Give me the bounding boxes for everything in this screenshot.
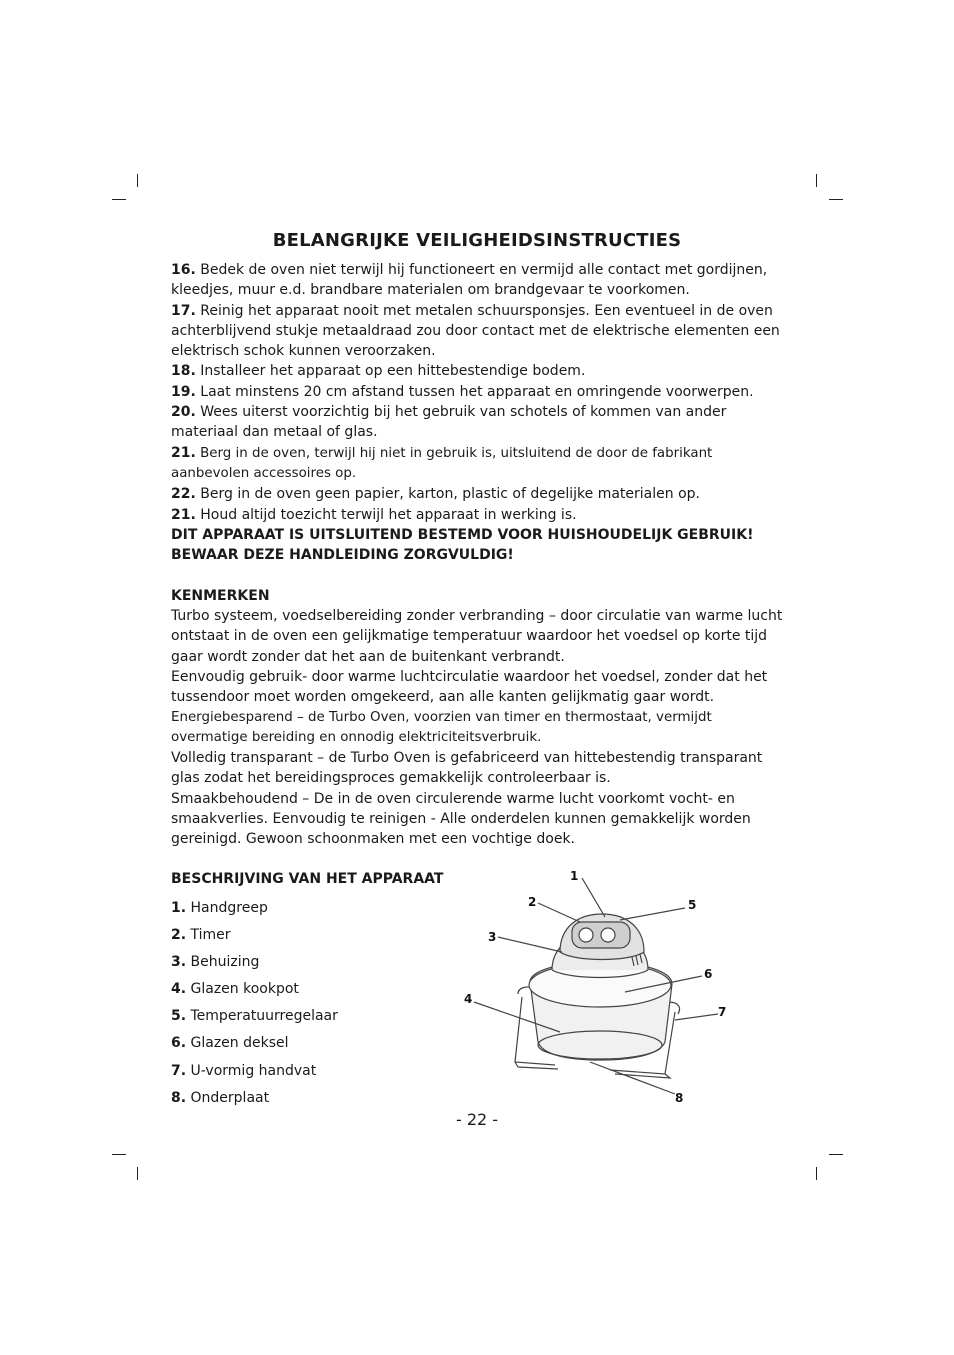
list-item: 2. Timer: [171, 927, 231, 944]
instruction-item: 19. Laat minstens 20 cm afstand tussen het apparaat en omringende voorwerpen.: [171, 383, 754, 400]
list-item: 6. Glazen deksel: [171, 1035, 289, 1052]
list-item: 1. Handgreep: [171, 900, 268, 916]
diagram-label: 6: [704, 967, 713, 981]
instruction-item: 21. Houd altijd toezicht terwijl het apparaat in werking is.: [171, 506, 577, 523]
diagram-label: 1: [570, 869, 579, 883]
feature-paragraph: Eenvoudig gebruik- door warme luchtcirculatie waardoor het voedsel, zonder dat het tussendoor moet worden omgekeerd, aan alle kanten gelijkmatig gaar wordt.: [171, 668, 768, 706]
diagram-label: 5: [688, 898, 697, 912]
diagram-label: 7: [718, 1005, 727, 1019]
list-item: 3. Behuizing: [171, 954, 260, 971]
description-heading: BESCHRIJVING VAN HET APPARAAT: [171, 871, 444, 887]
feature-paragraph: Volledig transparant – de Turbo Oven is gefabriceerd van hittebestendig transparant glas zodat het bereidingsproces gemakkelijk controleerbaar is.: [171, 750, 763, 787]
list-item: 4. Glazen kookpot: [171, 981, 299, 998]
diagram-label: 8: [675, 1091, 684, 1105]
page-title: BELANGRIJKE VEILIGHEIDSINSTRUCTIES: [272, 230, 682, 251]
feature-paragraph: Smaakbehoudend – De in de oven circulerende warme lucht voorkomt vocht- en smaakverlies. Eenvoudig te reinigen - Alle onderdelen kunnen gemakkelijk worden gereinigd. Gewoon schoonmaken met een vochtige doek.: [171, 790, 751, 848]
instruction-item: 20. Wees uiterst voorzichtig bij het gebruik van schotels of kommen van ander materiaal dan metaal of glas.: [171, 404, 727, 441]
crop-mark: [816, 1167, 817, 1180]
instruction-item: 16. Bedek de oven niet terwijl hij functioneert en vermijd alle contact met gordijnen, kleedjes, muur e.d. brandbare materialen om brandgevaar te voorkomen.: [171, 262, 768, 299]
warning-text: DIT APPARAAT IS UITSLUITEND BESTEMD VOOR HUISHOUDELIJK GEBRUIK! BEWAAR DEZE HANDLEIDING ZORGVULDIG!: [171, 526, 754, 564]
turbo-oven-diagram: [460, 862, 736, 1108]
crop-mark: [112, 1154, 126, 1155]
crop-mark: [829, 1154, 843, 1155]
document-body: [171, 260, 791, 850]
timer-knob-icon: [579, 928, 593, 942]
crop-mark: [137, 1167, 138, 1180]
diagram-label: 2: [528, 895, 537, 909]
list-item: 7. U-vormig handvat: [171, 1062, 317, 1079]
features-heading: KENMERKEN: [171, 587, 270, 604]
instruction-item: 22. Berg in de oven geen papier, karton, plastic of degelijke materialen op.: [171, 486, 700, 503]
instruction-item: 17. Reinig het apparaat nooit met metalen schuursponsjes. Een eventueel in de oven achterblijvend stukje metaaldraad zou door contact met de elektrische elementen een elektrisch schok kunnen veroorzaken.: [171, 302, 780, 360]
diagram-label: 4: [464, 992, 473, 1006]
temperature-knob-icon: [601, 928, 615, 942]
crop-mark: [137, 174, 138, 187]
feature-paragraph: Energiebesparend – de Turbo Oven, voorzien van timer en thermostaat, vermijdt overmatige bereiding en onnodig elektriciteitsverbruik.: [171, 709, 712, 745]
page-number: - 22 -: [455, 1110, 499, 1129]
instruction-item: 18. Installeer het apparaat op een hittebestendige bodem.: [171, 363, 586, 380]
crop-mark: [112, 199, 126, 200]
parts-list: [171, 898, 338, 1115]
list-item: 8. Onderplaat: [171, 1089, 270, 1106]
feature-paragraph: Turbo systeem, voedselbereiding zonder verbranding – door circulatie van warme lucht ontstaat in de oven een gelijkmatige temperatuur waardoor het voedsel op korte tijd gaar wordt zonder dat het aan de buitenkant verbrandt.: [171, 608, 783, 665]
crop-mark: [829, 199, 843, 200]
crop-mark: [816, 174, 817, 187]
diagram-label: 3: [488, 930, 497, 944]
instruction-item: 21. Berg in de oven, terwijl hij niet in gebruik is, uitsluitend de door de fabrikant aanbevolen accessoires op.: [171, 444, 713, 481]
list-item: 5. Temperatuurregelaar: [171, 1008, 338, 1025]
